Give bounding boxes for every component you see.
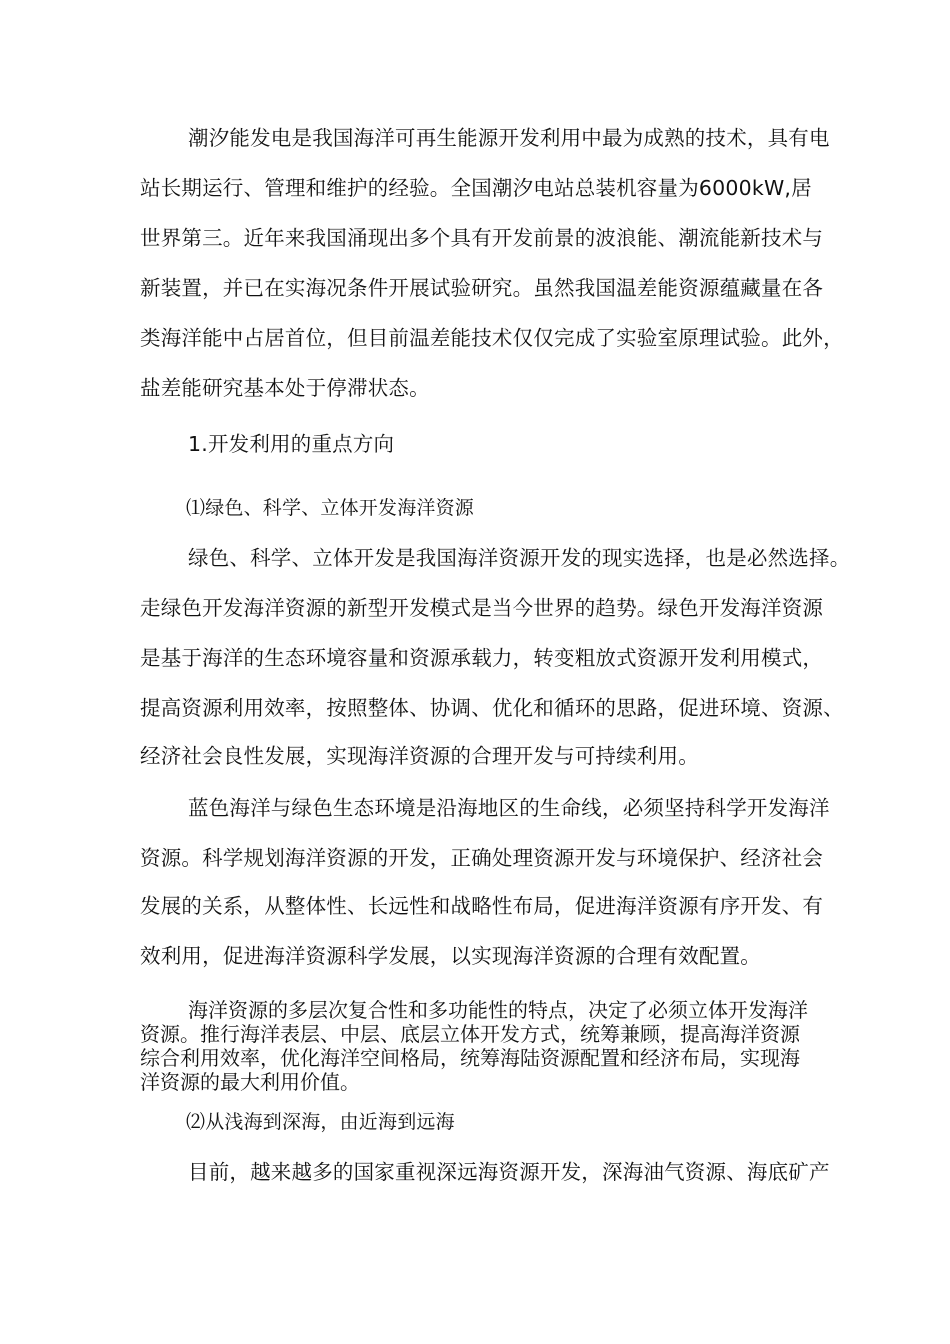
paragraph-2-line-3: 是基于海洋的生态环境容量和资源承载力，转变粗放式资源开发利用模式， (140, 646, 824, 670)
subheading-2: ⑵从浅海到深海，由近海到远海 (186, 1111, 455, 1133)
paragraph-1-line-1: 潮汐能发电是我国海洋可再生能源开发利用中最为成熟的技术，具有电 (188, 126, 830, 150)
paragraph-4-line-3: 综合利用效率，优化海洋空间格局，统筹海陆资源配置和经济布局，实现海 (140, 1046, 800, 1070)
paragraph-2-line-2: 走绿色开发海洋资源的新型开发模式是当今世界的趋势。绿色开发海洋资源 (140, 596, 824, 620)
subheading-1: ⑴绿色、科学、立体开发海洋资源 (186, 497, 475, 519)
paragraph-2-line-5: 经济社会良性发展，实现海洋资源的合理开发与可持续利用。 (140, 744, 699, 768)
paragraph-1-line-6: 盐差能研究基本处于停滞状态。 (140, 376, 430, 400)
paragraph-1-line-2: 站长期运行、管理和维护的经验。全国潮汐电站总装机容量为6000kW,居 (140, 176, 812, 200)
paragraph-3-line-3: 发展的关系，从整体性、长远性和战略性布局，促进海洋资源有序开发、有 (140, 894, 824, 918)
paragraph-3-line-1: 蓝色海洋与绿色生态环境是沿海地区的生命线，必须坚持科学开发海洋 (188, 796, 830, 820)
paragraph-2-line-4: 提高资源利用效率，按照整体、协调、优化和循环的思路，促进环境、资源、 (140, 696, 844, 720)
paragraph-1-line-4: 新装置，并已在实海况条件开展试验研究。虽然我国温差能资源蕴藏量在各 (140, 276, 824, 300)
paragraph-4-line-2: 资源。推行海洋表层、中层、底层立体开发方式，统筹兼顾，提高海洋资源 (140, 1022, 800, 1046)
paragraph-1-line-3: 世界第三。近年来我国涌现出多个具有开发前景的波浪能、潮流能新技术与 (140, 226, 824, 250)
paragraph-2-line-1: 绿色、科学、立体开发是我国海洋资源开发的现实选择，也是必然选择。 (188, 546, 851, 570)
paragraph-3-line-4: 效利用，促进海洋资源科学发展，以实现海洋资源的合理有效配置。 (140, 944, 761, 968)
paragraph-1-line-5: 类海洋能中占居首位，但目前温差能技术仅仅完成了实验室原理试验。此外， (140, 326, 844, 350)
paragraph-5-line-1: 目前，越来越多的国家重视深远海资源开发，深海油气资源、海底矿产 (188, 1160, 830, 1184)
paragraph-4-line-4: 洋资源的最大利用价值。 (140, 1070, 360, 1094)
paragraph-4-line-1: 海洋资源的多层次复合性和多功能性的特点，决定了必须立体开发海洋 (188, 998, 808, 1022)
section-heading: 1.开发利用的重点方向 (188, 432, 395, 456)
paragraph-3-line-2: 资源。科学规划海洋资源的开发，正确处理资源开发与环境保护、经济社会 (140, 846, 824, 870)
